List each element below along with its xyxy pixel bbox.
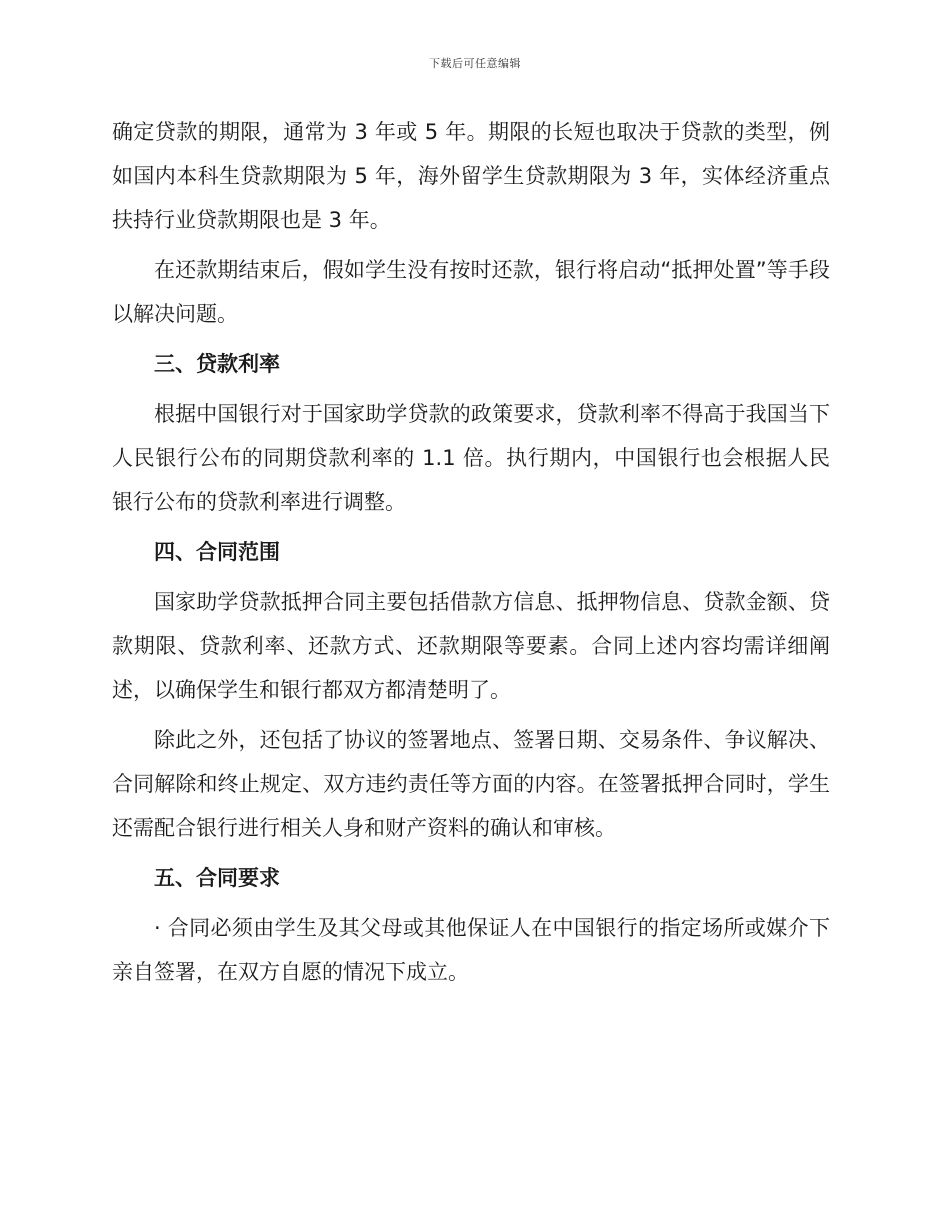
document-body — [112, 110, 830, 1000]
section-heading-contract-scope: 四、合同范围 — [154, 540, 280, 564]
page-header-note: 下载后可任意编辑 — [429, 57, 521, 70]
paragraph-interest-rate: 根据中国银行对于国家助学贷款的政策要求，贷款利率不得高于我国当下人民银行公布的同期贷款利率的 1.1 倍。执行期内，中国银行也会根据人民银行公布的贷款利率进行调整。 — [112, 402, 830, 514]
section-heading-contract-requirements: 五、合同要求 — [154, 866, 280, 890]
paragraph-loan-term: 确定贷款的期限，通常为 3 年或 5 年。期限的长短也取决于贷款的类型，例如国内本科生贷款期限为 5 年，海外留学生贷款期限为 3 年，实体经济重点扶持行业贷款期限也是 3 年。 — [112, 120, 830, 232]
paragraph-signing-requirement: · 合同必须由学生及其父母或其他保证人在中国银行的指定场所或媒介下亲自签署，在双方自愿的情况下成立。 — [112, 916, 830, 984]
paragraph-repayment-default: 在还款期结束后，假如学生没有按时还款，银行将启动“抵押处置”等手段以解决问题。 — [112, 258, 830, 326]
section-heading-interest-rate: 三、贷款利率 — [154, 352, 280, 376]
paragraph-contract-scope: 国家助学贷款抵押合同主要包括借款方信息、抵押物信息、贷款金额、贷款期限、贷款利率、还款方式、还款期限等要素。合同上述内容均需详细阐述，以确保学生和银行都双方都清楚明了。 — [112, 590, 830, 702]
paragraph-additional-terms: 除此之外，还包括了协议的签署地点、签署日期、交易条件、争议解决、合同解除和终止规定、双方违约责任等方面的内容。在签署抵押合同时，学生还需配合银行进行相关人身和财产资料的确认和审核。 — [112, 728, 830, 840]
